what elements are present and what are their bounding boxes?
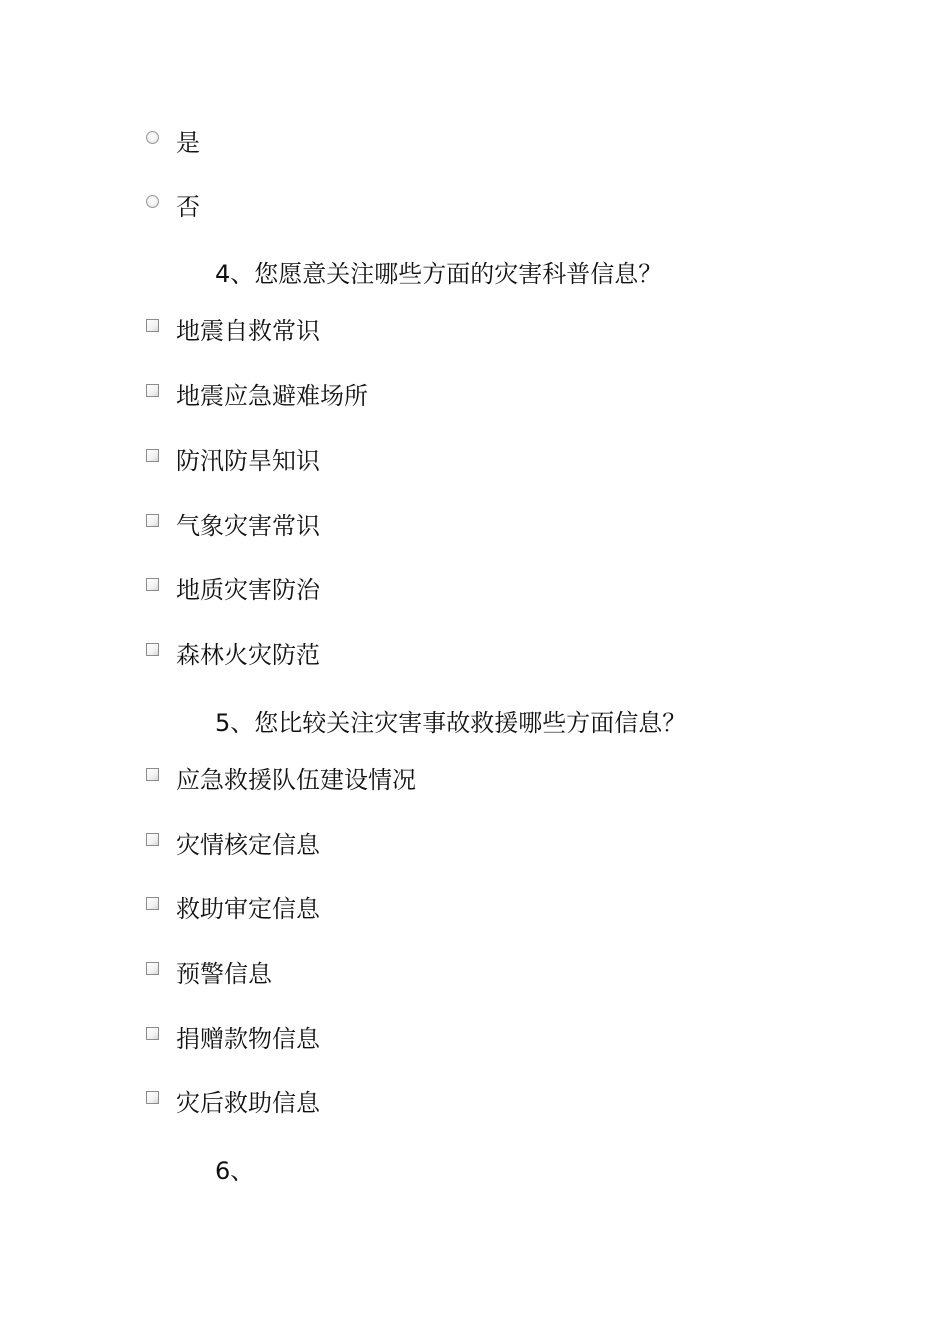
option-label: 灾后救助信息 [176, 1089, 320, 1117]
checkbox[interactable] [146, 962, 159, 975]
option-label: 地质灾害防治 [176, 576, 320, 604]
checkbox[interactable] [146, 319, 159, 332]
checkbox[interactable] [146, 768, 159, 781]
question-5-title: 5、您比较关注灾害事故救援哪些方面信息？ [215, 709, 687, 737]
option-label: 应急救援队伍建设情况 [176, 766, 416, 794]
option-label: 否 [176, 193, 200, 221]
radio-button[interactable] [146, 195, 159, 208]
option-label: 灾情核定信息 [176, 831, 320, 859]
option-label: 预警信息 [176, 960, 272, 988]
checkbox[interactable] [146, 449, 159, 462]
checkbox[interactable] [146, 384, 159, 397]
question-6-title: 6、 [215, 1157, 255, 1185]
option-label: 防汛防旱知识 [176, 447, 320, 475]
checkbox[interactable] [146, 514, 159, 527]
checkbox[interactable] [146, 1091, 159, 1104]
checkbox[interactable] [146, 578, 159, 591]
checkbox[interactable] [146, 897, 159, 910]
checkbox[interactable] [146, 833, 159, 846]
radio-button[interactable] [146, 131, 159, 144]
option-label: 是 [176, 129, 200, 157]
option-label: 气象灾害常识 [176, 512, 320, 540]
checkbox[interactable] [146, 643, 159, 656]
option-label: 地震自救常识 [176, 317, 320, 345]
checkbox[interactable] [146, 1027, 159, 1040]
question-4-title: 4、您愿意关注哪些方面的灾害科普信息？ [215, 260, 663, 288]
option-label: 救助审定信息 [176, 895, 320, 923]
option-label: 捐赠款物信息 [176, 1025, 320, 1053]
option-label: 森林火灾防范 [176, 641, 320, 669]
option-label: 地震应急避难场所 [176, 382, 368, 410]
